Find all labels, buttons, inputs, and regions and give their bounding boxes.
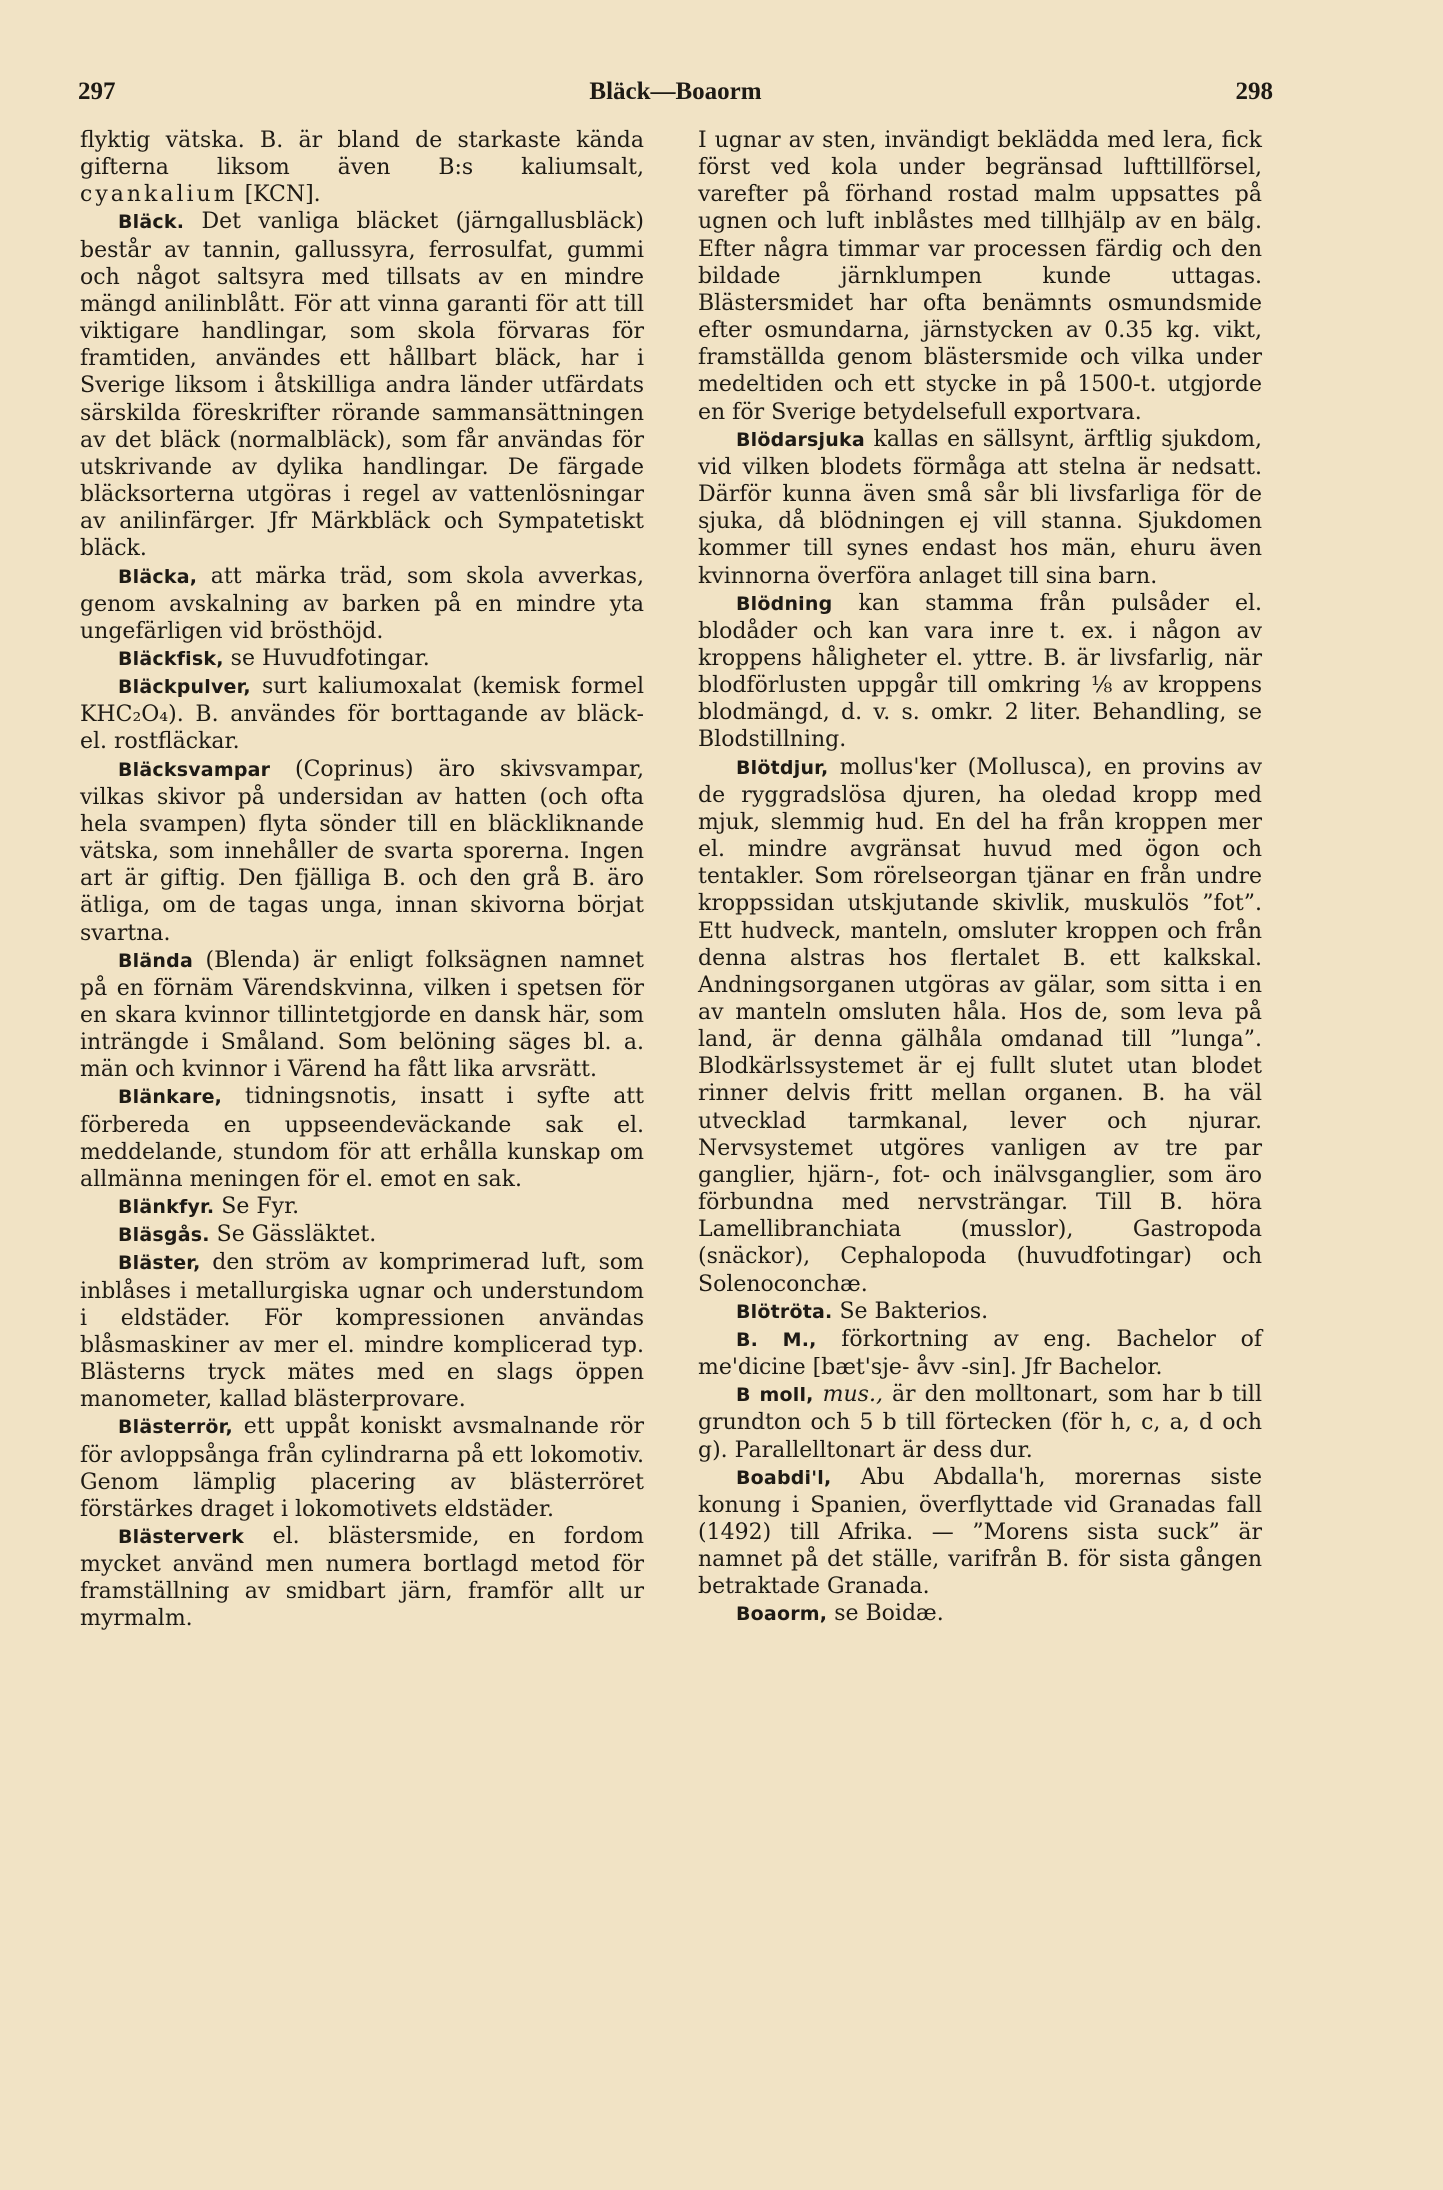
entry-text: mus., <box>822 1382 883 1408</box>
entry-headword: Blänkare, <box>118 1086 223 1109</box>
entry-headword: Blödarsjuka <box>736 428 865 451</box>
entry-text: är den molltonart, som har b till grundton och 5 b till förtecken (för h, c, a, d och g). Parallelltonart är dess dur. <box>698 1382 1262 1463</box>
dictionary-entry <box>80 208 644 562</box>
entry-headword: B. M., <box>736 1328 817 1351</box>
entry-text: cyankalium <box>80 182 238 208</box>
dictionary-entry <box>80 645 644 673</box>
dictionary-entry <box>698 1600 1262 1628</box>
entry-headword: Bläster, <box>118 1252 201 1275</box>
entry-text: flyktig vätska. B. är bland de starkaste kända gifterna liksom även B:s kaliumsalt, <box>80 128 644 181</box>
entry-text: (Blenda) är enligt folksägnen namnet på en förnäm Värendskvinna, vilken i spetsen för en skara kvinnor tillintetgjorde en dansk här, som inträngde i Småland. Som belöning säges bl. a. män och kvinnor i Värend ha fått lika arvsrätt. <box>80 947 644 1083</box>
dictionary-entry <box>80 1523 644 1633</box>
entry-text: kan stamma från pulsåder el. blodåder och kan vara inre t. ex. i någon av kroppens håligheter el. yttre. B. är livsfarlig, när blodförlusten uppgår till omkring ⅛ av kroppens blodmängd, d. v. s. omkr. 2 liter. Behandling, se Blodstillning. <box>698 590 1262 753</box>
dictionary-entry <box>80 1249 644 1413</box>
dictionary-entry <box>698 1298 1262 1326</box>
left-column <box>80 127 644 1633</box>
entry-headword: Bläckpulver, <box>118 676 251 699</box>
continued-text <box>698 127 1262 426</box>
entry-text: surt kaliumoxalat (kemisk formel KHC₂O₄). B. användes för borttagande av bläck- el. rostfläckar. <box>80 674 644 755</box>
entry-text: [KCN]. <box>237 182 321 208</box>
entry-text: Abu Abdalla'h, morernas siste konung i Spanien, överflyttade vid Granadas fall (1492) till Afrika. — ”Morens sista suck” är namnet på det ställe, varifrån B. för sista gången betraktade Granada. <box>698 1464 1262 1600</box>
page-number-left: 297 <box>78 78 116 105</box>
entry-text: den ström av komprimerad luft, som inblåses i metallurgiska ugnar och understundom i eldstäder. För kompressionen användas blåsmaskiner av mer el. mindre komplicerad typ. Blästerns tryck mätes med en slags öppen manometer, kallad blästerprovare. <box>80 1250 644 1413</box>
entry-text: Se Gässläktet. <box>209 1222 377 1248</box>
entry-headword: Bläck. <box>118 211 185 234</box>
entry-headword: Bläcksvampar <box>118 758 271 781</box>
entry-headword: Bläsgås. <box>118 1224 210 1247</box>
entry-headword: Blästerverk <box>118 1525 244 1548</box>
dictionary-entry <box>80 1221 644 1249</box>
entry-headword: B moll, <box>736 1384 814 1407</box>
entry-text: ett uppåt koniskt avsmalnande rör för avloppsånga från cylindrarna på ett lokomotiv. Genom lämplig placering av blästerröret förstärkes draget i lokomotivets eldstäder. <box>80 1414 644 1522</box>
entry-text: se Huvudfotingar. <box>223 645 430 671</box>
dictionary-entry <box>80 563 644 645</box>
dictionary-entry <box>698 754 1262 1298</box>
entry-text: Se Bakterios. <box>832 1298 989 1324</box>
dictionary-entry <box>80 756 644 947</box>
entry-headword: Blödning <box>736 592 833 615</box>
entry-text: tidningsnotis, insatt i syfte att förbereda en uppseendeväckande sak el. meddelande, stundom för att erhålla kunskap om allmänna meningen för el. emot en sak. <box>80 1084 644 1192</box>
dictionary-entry <box>80 1193 644 1221</box>
entry-text: el. blästersmide, en fordom mycket använd men numera bortlagd metod för framställning av smidbart järn, framför allt ur myrmalm. <box>80 1523 644 1632</box>
entry-text: kallas en sällsynt, ärftlig sjukdom, vid vilken blodets förmåga att stelna är nedsatt. Därför kunna även små sår bli livsfarliga för de sjuka, då blödningen ej vill stanna. Sjukdomen kommer till synes endast hos män, ehuru även kvinnorna överföra anlaget till sina barn. <box>698 426 1262 589</box>
entry-text: Det vanliga bläcket (järngallusbläck) består av tannin, gallussyra, ferrosulfat, gummi och något saltsyra med tillsats av en mindre mängd anilinblått. För att vinna garanti för att till viktigare handlingar, som skola förvaras för framtiden, användes ett hållbart bläck, har i Sverige liksom i åtskilliga andra länder utfärdats särskilda föreskrifter rörande sammansättningen av det bläck (normalbläck), som får användas för utskrivande av dylika handlingar. De färgade bläcksorterna utgöras i regel av vattenlösningar av anilinfärger. Jfr Märkbläck och Sympatetiskt bläck. <box>80 209 644 562</box>
dictionary-entry <box>698 1326 1262 1381</box>
entry-headword: Boabdi'l, <box>736 1466 832 1489</box>
page-number-right: 298 <box>1235 78 1273 105</box>
dictionary-entry <box>80 1083 644 1193</box>
dictionary-entry <box>80 673 644 755</box>
dictionary-entry <box>698 1381 1262 1463</box>
right-column <box>698 127 1262 1629</box>
entry-headword: Blända <box>118 949 193 972</box>
entry-headword: Blänkfyr. <box>118 1196 215 1219</box>
continued-text <box>80 127 644 208</box>
entry-text <box>814 1382 823 1407</box>
entry-text: I ugnar av sten, invändigt beklädda med lera, fick först ved kola under begränsad lufttillförsel, varefter på förhand rostad malm uppsattes på ugnen och luft inblåstes med tillhjälp av en bälg. Efter några timmar var processen färdig och den bildade järnklumpen kunde uttagas. Blästersmidet har ofta benämnts osmundsmide efter osmundarna, järnstycken av 0.35 kg. vikt, framställda genom blästersmide och vilka under medeltiden och ett stycke in på 1500-t. utgjorde en för Sverige betydelsefull exportvara. <box>698 128 1262 425</box>
entry-text: att märka träd, som skola avverkas, genom avskalning av barken på en mindre yta ungefärligen vid brösthöjd. <box>80 563 644 644</box>
dictionary-entry <box>80 1413 644 1523</box>
entry-headword: Blötdjur, <box>736 756 829 779</box>
running-title: Bläck—Boaorm <box>589 78 762 105</box>
entry-text: mollus'ker (Mollusca), en provins av de ryggradslösa djuren, ha oledad kropp med mjuk, slemmig hud. En del ha från kroppen mer el. mindre avgränsat huvud med ögon och tentakler. Som rörelseorgan tjänar en från undre kroppssidan utskjutande skivlik, muskulös ”fot”. Ett hudveck, manteln, omsluter kroppen och från denna alstras hos flertalet B. ett kalkskal. Andningsorganen utgöras av gälar, som sitta i en av manteln omsluten håla. Hos de, som leva på land, är denna gälhåla omdanad till ”lunga”. Blodkärlssystemet är ej fullt slutet utan blodet rinner delvis fritt mellan organen. B. ha väl utvecklad tarmkanal, lever och njurar. Nervsystemet utgöres vanligen av tre par ganglier, hjärn-, fot- och inälvsganglier, som äro förbundna med nervsträngar. Till B. höra Lamellibranchiata (musslor), Gastropoda (snäckor), Cephalopoda (huvudfotingar) och Solenoconchæ. <box>698 754 1262 1297</box>
entry-headword: Blästerrör, <box>118 1416 233 1439</box>
dictionary-entry <box>698 426 1262 590</box>
dictionary-entry <box>698 590 1262 754</box>
entry-headword: Bläcka, <box>118 565 198 588</box>
entry-headword: Blötröta. <box>736 1300 833 1323</box>
entry-text: förkortning av eng. Bachelor of me'dicine [bæt'sje- åvv -sin]. Jfr Bachelor. <box>698 1326 1262 1381</box>
dictionary-entry <box>80 947 644 1084</box>
entry-text: se Boidæ. <box>827 1601 944 1627</box>
entry-text: (Coprinus) äro skivsvampar, vilkas skivor på undersidan av hatten (och ofta hela svampen) flyta sönder till en bläckliknande vätska, som innehåller de svarta sporerna. Ingen art är giftig. Den fjälliga B. och den grå B. äro ätliga, om de tagas unga, innan skivorna börjat svartna. <box>80 756 644 946</box>
dictionary-entry <box>698 1464 1262 1601</box>
entry-headword: Bläckfisk, <box>118 647 224 670</box>
entry-headword: Boaorm, <box>736 1603 828 1626</box>
entry-text: Se Fyr. <box>214 1194 300 1220</box>
